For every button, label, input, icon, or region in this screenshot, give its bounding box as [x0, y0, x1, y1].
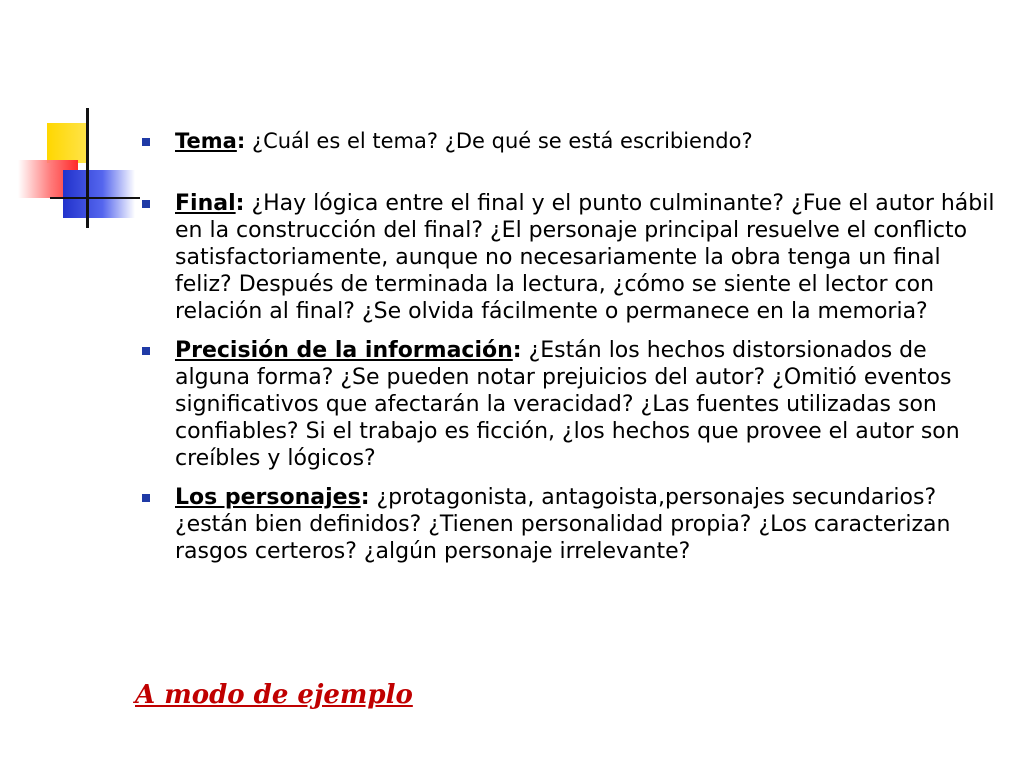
square-bullet-icon — [142, 200, 150, 208]
bullet-list — [140, 128, 1000, 565]
blue-square — [63, 170, 135, 218]
list-item-personajes — [140, 484, 1000, 565]
horizontal-line — [50, 197, 140, 199]
list-item-tema — [140, 128, 1000, 155]
item-text: Precisión de la información: ¿Están los hechos distorsionados de alguna forma? ¿Se pueden notar prejuicios del autor? ¿Omitió eventos significativos que afectarán la veracidad? ¿Las fuentes utilizadas son confiables? Si el trabajo es ficción, ¿los hechos que provee el autor son creíbles y lógicos? — [175, 338, 960, 471]
list-item-final — [140, 190, 1000, 325]
slide-content — [140, 128, 1000, 577]
item-text: Tema: ¿Cuál es el tema? ¿De qué se está escribiendo? — [175, 129, 753, 153]
item-term: Los personajes: — [175, 485, 370, 510]
yellow-square — [47, 123, 89, 163]
list-item-precision — [140, 337, 1000, 472]
example-link[interactable]: A modo de ejemplo — [135, 680, 413, 710]
item-text: Los personajes: ¿protagonista, antagoista,personajes secundarios? ¿están bien definidos? ¿Tienen personalidad propia? ¿Los caracterizan rasgos certeros? ¿algún personaje irrelevante? — [175, 485, 951, 564]
square-bullet-icon — [142, 138, 150, 146]
item-term: Precisión de la información: — [175, 338, 522, 363]
vertical-line — [86, 108, 89, 228]
item-text: Final: ¿Hay lógica entre el final y el punto culminante? ¿Fue el autor hábil en la construcción del final? ¿El personaje principal resuelve el conflicto satisfactoriamente, aunque no necesariamente la obra tenga un final feliz? Después de terminada la lectura, ¿cómo se siente el lector con relación al final? ¿Se olvida fácilmente o permanece en la memoria? — [175, 191, 995, 324]
square-bullet-icon — [142, 494, 150, 502]
item-term: Final: — [175, 191, 245, 216]
square-bullet-icon — [142, 347, 150, 355]
item-term: Tema: — [175, 129, 246, 153]
decorative-squares — [0, 0, 150, 240]
